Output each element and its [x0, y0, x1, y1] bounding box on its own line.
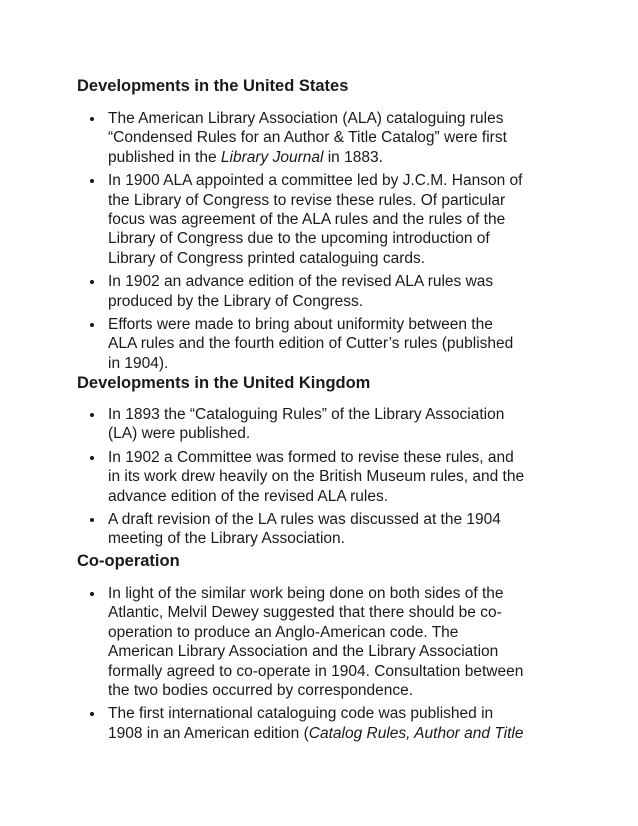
text-line: operation to produce an Anglo-American code. The [108, 623, 459, 641]
text-line: Efforts were made to bring about uniformity between the [108, 316, 493, 334]
text-line: in 1904). [108, 354, 169, 372]
text-line: The American Library Association (ALA) cataloguing rules [108, 110, 504, 127]
text-line: in its work drew heavily on the British Museum rules, and the [108, 468, 525, 486]
section-heading-united-states: Developments in the United States [77, 77, 349, 95]
text-line: “Condensed Rules for an Author & Title Catalog” were first [108, 129, 507, 147]
text-line: The first international cataloguing code was published in [108, 705, 494, 723]
list-item [77, 448, 557, 506]
list-item [77, 109, 557, 167]
section-heading-co-operation: Co-operation [77, 552, 180, 570]
section-heading-united-kingdom: Developments in the United Kingdom [77, 374, 371, 392]
text-line: ALA rules and the fourth edition of Cutter’s rules (published [108, 335, 514, 353]
text-line: In 1893 the “Cataloguing Rules” of the Library Association [108, 406, 505, 423]
text-line: Atlantic, Melvil Dewey suggested that there should be co- [108, 604, 502, 622]
text-line: Library of Congress due to the upcoming introduction of [108, 230, 490, 248]
text-line: A draft revision of the LA rules was discussed at the 1904 [108, 511, 501, 529]
text-line: In 1900 ALA appointed a committee led by J.C.M. Hanson of [108, 172, 523, 190]
code-title: Catalog Rules, Author and Title [308, 724, 524, 742]
text-line: American Library Association and the Library Association [108, 643, 499, 661]
text-line: focus was agreement of the ALA rules and the rules of the [108, 211, 506, 229]
text-line: Library of Congress printed cataloguing cards. [108, 249, 426, 267]
text-line: meeting of the Library Association. [108, 530, 345, 548]
bullet-list-united-kingdom [77, 405, 557, 549]
text-line: the Library of Congress to revise these rules. Of particular [108, 191, 506, 209]
text-line: In 1902 an advance edition of the revised ALA rules was [108, 273, 494, 291]
bullet-list-united-states [77, 109, 557, 373]
text-line: (LA) were published. [108, 425, 251, 443]
list-item [77, 315, 557, 373]
text-line: published in the Library Journal in 1883. [108, 148, 383, 166]
list-item [77, 510, 557, 549]
text-line: In 1902 a Committee was formed to revise these rules, and [108, 448, 514, 466]
list-item [77, 272, 557, 311]
text-line: produced by the Library of Congress. [108, 292, 364, 310]
list-item [77, 405, 557, 444]
text-line: formally agreed to co-operate in 1904. Consultation between [108, 662, 524, 680]
text-line: 1908 in an American edition (Catalog Rules, Author and Title [108, 724, 524, 742]
text-line: In light of the similar work being done on both sides of the [108, 585, 504, 602]
bullet-list-co-operation [77, 584, 557, 743]
journal-title: Library Journal [220, 148, 324, 166]
list-item [77, 584, 557, 700]
list-item [77, 704, 557, 743]
text-line: the two bodies occurred by correspondence. [108, 682, 414, 700]
list-item [77, 171, 557, 268]
text-line: advance edition of the revised ALA rules. [108, 487, 389, 505]
